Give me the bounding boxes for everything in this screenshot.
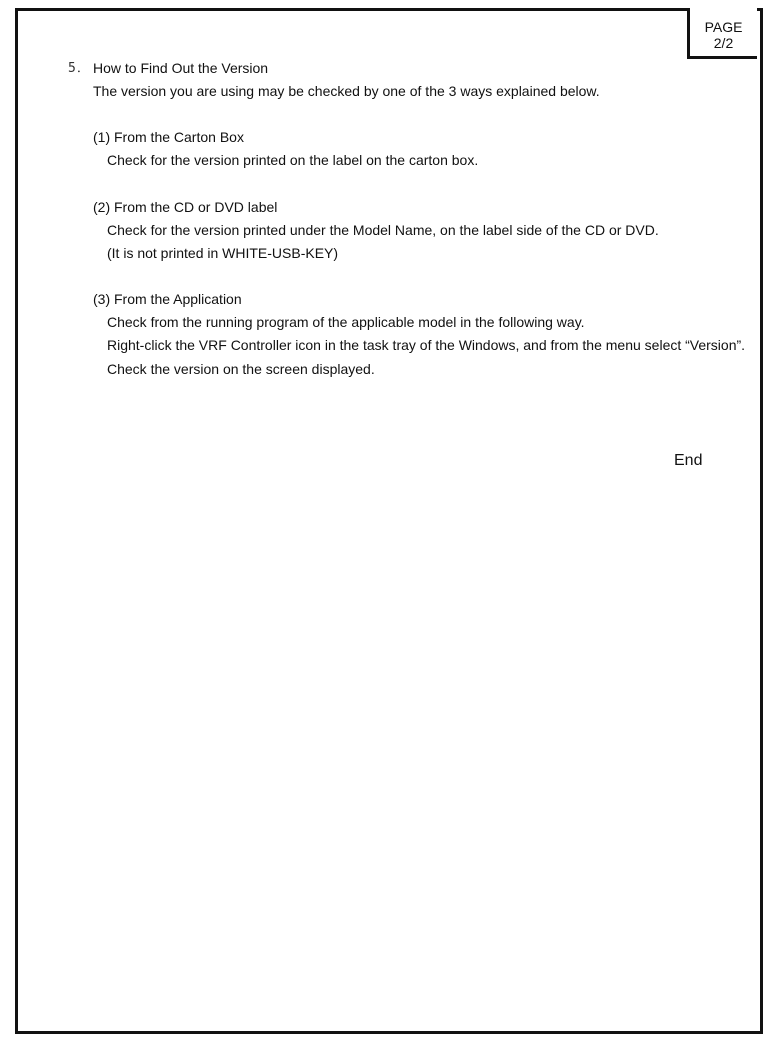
method-3-line-2: Right-click the VRF Controller icon in the task tray of the Windows, and from the menu select “Version”. [107, 337, 746, 353]
method-2-line-1: Check for the version printed under the Model Name, on the label side of the CD or DVD. [107, 222, 659, 238]
page-label: PAGE [704, 19, 743, 35]
page-value: 2/2 [713, 35, 734, 51]
method-2-line-2: (It is not printed in WHITE-USB-KEY) [107, 245, 339, 261]
method-3-heading: (3) From the Application [93, 291, 242, 307]
method-1-line-1: Check for the version printed on the label on the carton box. [107, 152, 479, 168]
method-1-heading: (1) From the Carton Box [93, 129, 244, 145]
page-number-box [687, 8, 757, 59]
method-2-heading: (2) From the CD or DVD label [93, 199, 278, 215]
section-title: How to Find Out the Version [93, 60, 269, 76]
method-3-line-1: Check from the running program of the applicable model in the following way. [107, 314, 585, 330]
section-intro: The version you are using may be checked by one of the 3 ways explained below. [93, 83, 600, 99]
end-mark: End [674, 452, 703, 469]
section-number: 5． [68, 61, 91, 76]
method-3-line-3: Check the version on the screen displayed. [107, 361, 375, 377]
